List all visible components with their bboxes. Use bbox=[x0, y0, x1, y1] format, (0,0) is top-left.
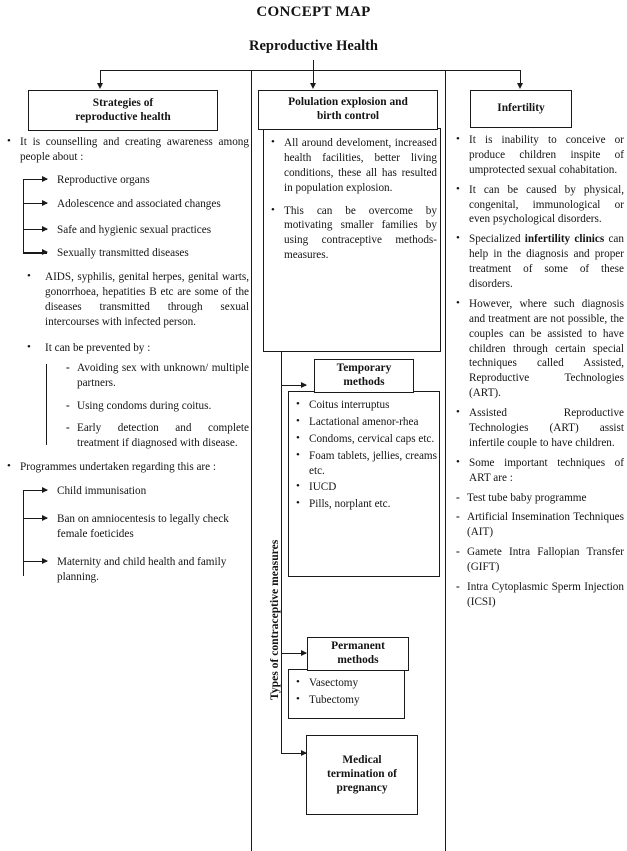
arrow-down-right-icon bbox=[517, 83, 523, 89]
contraceptive-measures-label: Types of contraceptive measures bbox=[268, 539, 281, 700]
awareness-item-label: Adolescence and associated changes bbox=[57, 197, 221, 210]
awareness-item bbox=[57, 246, 249, 261]
strategies-heading-line2: reproductive health bbox=[75, 110, 171, 123]
prevention-item: - Using condoms during coitus. bbox=[62, 399, 249, 414]
infertility-heading-label: Infertility bbox=[497, 102, 545, 115]
temporary-methods-list bbox=[292, 398, 437, 518]
methods-tree-spine bbox=[281, 352, 282, 754]
awareness-item bbox=[57, 173, 249, 188]
prevention-sublist bbox=[46, 361, 249, 451]
prevention-lead: • It can be prevented by : bbox=[23, 341, 249, 356]
strategies-diseases: • AIDS, syphilis, genital herpes, genital warts, gonorrhoea, hepatities B etc are some of the diseases transmitted through sexual intercourses with infected person. bbox=[23, 270, 249, 330]
permanent-item: • Tubectomy bbox=[292, 693, 402, 708]
art-technique: - Intra Cytoplasmic Sperm Injection (ICSI) bbox=[452, 580, 624, 610]
methods-tree-arm-permanent bbox=[281, 653, 306, 654]
branch-spine bbox=[23, 491, 24, 575]
programme-item-label: Maternity and child health and family planning. bbox=[57, 555, 227, 583]
methods-tree-arm-temporary bbox=[281, 385, 306, 386]
programme-item bbox=[57, 512, 249, 542]
temporary-heading-line2: methods bbox=[343, 376, 385, 388]
temporary-heading-line1: Temporary bbox=[336, 362, 392, 375]
strategies-intro: • It is counselling and creating awareness among people about : bbox=[3, 135, 249, 165]
programme-item bbox=[57, 484, 249, 499]
temporary-item: • Coitus interruptus bbox=[292, 398, 437, 413]
programme-item-label: Ban on amniocentesis to legally check female foeticides bbox=[57, 513, 229, 540]
population-point: • This can be overcome by motivating smaller families by using contraceptive methods-measures. bbox=[267, 204, 437, 264]
arrow-right-icon bbox=[23, 179, 47, 180]
bus-branch-mid bbox=[313, 70, 314, 84]
box-strategies-heading bbox=[28, 90, 218, 131]
art-technique: - Artificial Insemination Techniques (AIT) bbox=[452, 510, 624, 540]
arrow-down-left-icon bbox=[97, 83, 103, 89]
awareness-item-label: Sexually transmitted diseases bbox=[57, 247, 189, 260]
temporary-item: • Pills, norplant etc. bbox=[292, 497, 437, 512]
arrow-right-icon bbox=[23, 203, 47, 204]
arrow-right-icon bbox=[23, 229, 47, 230]
permanent-item: • Vasectomy bbox=[292, 676, 402, 691]
box-population-heading bbox=[258, 90, 438, 130]
population-content bbox=[267, 136, 437, 269]
permanent-methods-list bbox=[292, 676, 402, 714]
bus-horizontal bbox=[100, 70, 520, 71]
infertility-specialized bbox=[452, 232, 624, 292]
page-title: CONCEPT MAP bbox=[256, 4, 371, 20]
arrow-right-icon bbox=[23, 561, 47, 562]
infertility-point: • It is inability to conceive or produce children inspite of umprotected sexual cohabitation. bbox=[452, 133, 624, 178]
arrow-right-icon bbox=[23, 518, 47, 519]
prevention-item: - Avoiding sex with unknown/ multiple partners. bbox=[62, 361, 249, 391]
medical-heading-line1: Medical bbox=[342, 754, 382, 767]
box-medical-termination bbox=[306, 735, 418, 815]
medical-heading-line2: termination of bbox=[327, 768, 397, 781]
methods-tree-arm-medical bbox=[281, 753, 306, 754]
programmes-branch-group bbox=[23, 484, 249, 584]
awareness-item-label: Safe and hygienic sexual practices bbox=[57, 223, 212, 236]
divider-mid-right bbox=[445, 70, 446, 851]
bus-branch-right bbox=[520, 70, 521, 84]
population-heading-line1: Polulation explosion and bbox=[288, 96, 408, 109]
box-temporary-heading bbox=[314, 359, 414, 393]
box-infertility-heading bbox=[470, 90, 572, 128]
population-heading-line2: birth control bbox=[316, 110, 380, 122]
strategies-heading-line1: Strategies of bbox=[92, 96, 154, 109]
temporary-item: • IUCD bbox=[292, 480, 437, 495]
temporary-item: • Condoms, cervical caps etc. bbox=[292, 432, 437, 447]
awareness-branch-group bbox=[23, 173, 249, 262]
sublist-spine bbox=[46, 364, 47, 445]
programme-item-label: Child immunisation bbox=[57, 485, 147, 498]
bus-branch-left bbox=[100, 70, 101, 84]
page-subtitle: Reproductive Health bbox=[248, 38, 378, 54]
bus-drop-center bbox=[313, 60, 314, 70]
arrow-right-icon bbox=[23, 490, 47, 491]
programme-item bbox=[57, 555, 249, 585]
population-point: • All around develoment, increased health facilities, better living conditions, these all has resulted in population explosion. bbox=[267, 136, 437, 196]
awareness-item bbox=[57, 223, 249, 238]
infertility-point: • It can be caused by physical, congenital, immunological or even psychological disorders. bbox=[452, 183, 624, 228]
infertility-techniques-lead: • Some important techniques of ART are : bbox=[452, 456, 624, 486]
arrow-down-mid-icon bbox=[310, 83, 316, 89]
temporary-item: • Foam tablets, jellies, creams etc. bbox=[292, 449, 437, 479]
branch-spine bbox=[23, 180, 24, 253]
art-technique: - Gamete Intra Fallopian Transfer (GIFT) bbox=[452, 545, 624, 575]
box-permanent-heading bbox=[307, 637, 409, 671]
awareness-item-label: Reproductive organs bbox=[57, 173, 150, 186]
strategies-content bbox=[3, 135, 249, 594]
medical-heading-line3: pregnancy bbox=[336, 781, 388, 794]
prevention-item: - Early detection and complete treatment if diagnosed with disease. bbox=[62, 421, 249, 451]
awareness-item bbox=[57, 197, 249, 212]
specialized-pre: Specialized bbox=[469, 233, 525, 246]
permanent-heading-line1: Permanent bbox=[331, 640, 385, 653]
temporary-item: • Lactational amenor-rhea bbox=[292, 415, 437, 430]
infertility-art-assist: • Assisted Reproductive Technologies (ART) assist infertile couple to have children. bbox=[452, 406, 624, 451]
permanent-heading-line2: methods bbox=[337, 654, 379, 666]
art-technique: - Test tube baby programme bbox=[452, 491, 624, 506]
programmes-lead: • Programmes undertaken regarding this are : bbox=[3, 460, 249, 475]
specialized-bold: infertility clinics bbox=[524, 233, 605, 246]
infertility-however: • However, where such diagnosis and treatment are not possible, the couples can be assisted to have children through certain special techniques called Assisted, Reproductive Technologies (ART). bbox=[452, 297, 624, 401]
infertility-content bbox=[452, 133, 624, 616]
arrow-right-icon bbox=[23, 252, 47, 253]
divider-mid-left bbox=[251, 70, 252, 851]
specialized-post: can help in the diagnosis and proper treatment of some of these disorders. bbox=[469, 233, 624, 291]
